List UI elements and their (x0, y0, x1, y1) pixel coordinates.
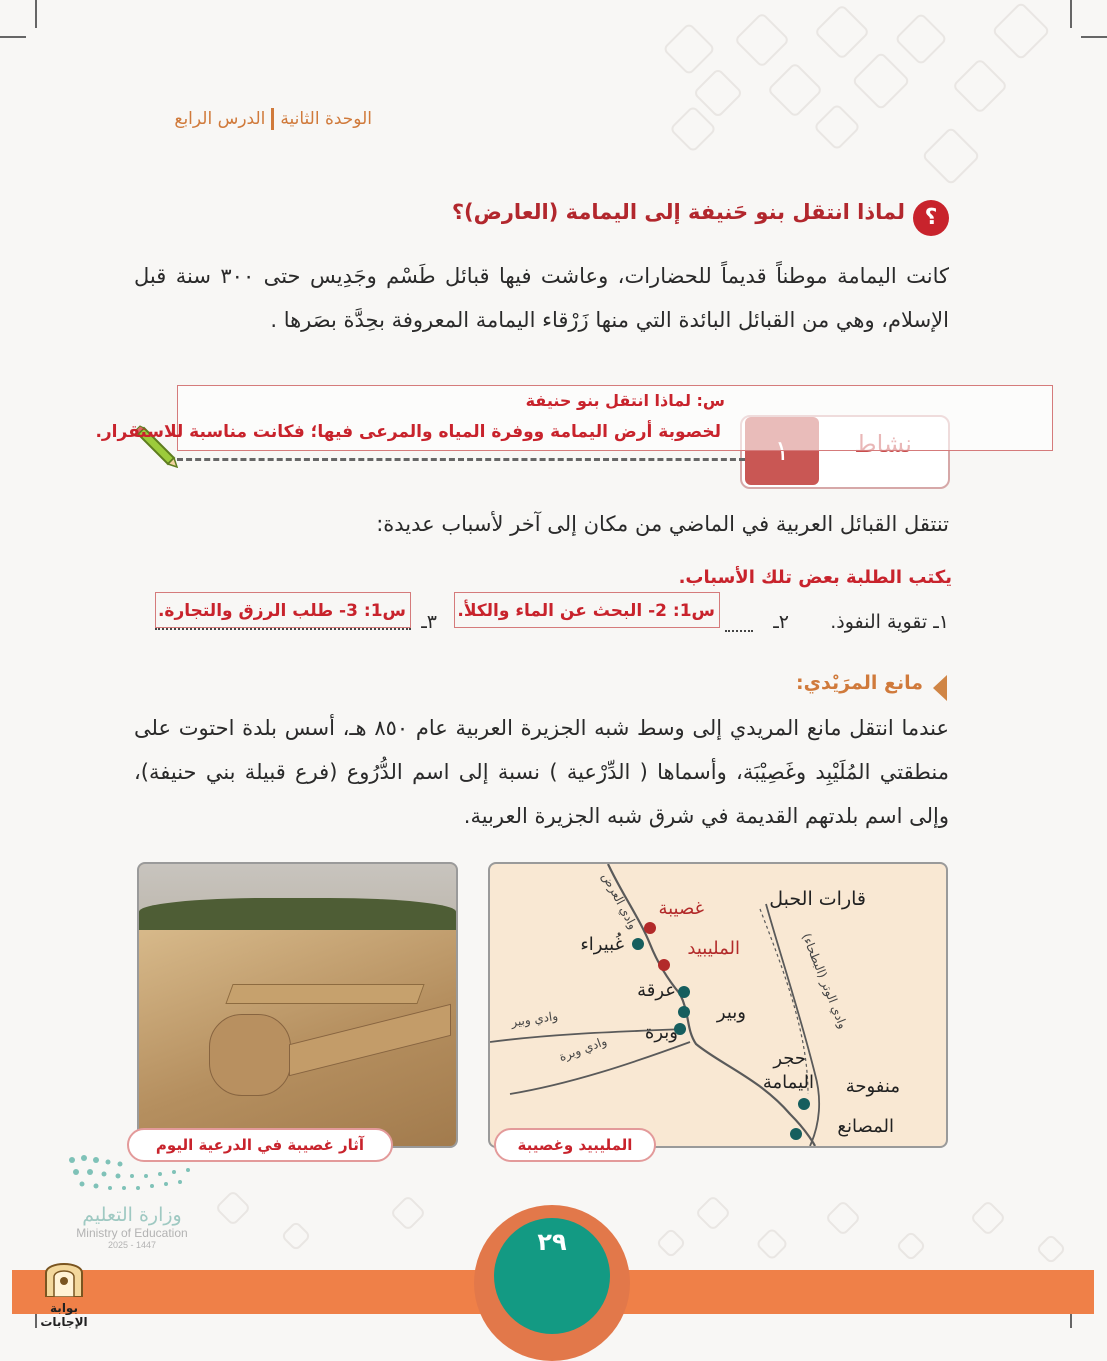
map-label-yamama: اليمامة (762, 1072, 814, 1093)
section-arrow-icon (933, 675, 947, 701)
map-label-qarat: قارات الحبل (769, 888, 866, 910)
ruins-photo (137, 862, 458, 1148)
reason-3-prefix: ٣ـ (421, 611, 437, 633)
map-marker-arqa (678, 986, 690, 998)
ministry-dots-icon (62, 1150, 202, 1200)
ministry-logo (62, 1150, 202, 1250)
photo-caption: آثار غصيبة في الدرعية اليوم (127, 1128, 393, 1162)
reason-2-prefix: ٢ـ (773, 611, 789, 633)
crop-mark (0, 36, 26, 38)
crop-mark (1070, 0, 1072, 28)
answer-question: س: لماذا انتقل بنو حنيفة (525, 391, 725, 410)
map-label-hajr: حجر (773, 1048, 806, 1069)
map-label-arqa: عرقة (637, 980, 676, 1001)
header-separator (271, 108, 274, 130)
reason-3-answer-box: س1: 3- طلب الرزق والتجارة. (155, 592, 411, 628)
question-heading: لماذا انتقل بنو حَنيفة إلى اليمامة (العارض)؟ (451, 200, 905, 224)
reason-1: ١ـ تقوية النفوذ. (830, 611, 949, 633)
section-title: مانع المرَيْدي: (796, 672, 923, 694)
map-caption: المليبيد وغصيبة (494, 1128, 656, 1162)
map-label-wadi-wabir: وادي وبير (510, 1008, 559, 1030)
activity-answer-line (177, 458, 745, 461)
portal-name: بوابة الإجابات (40, 1301, 88, 1329)
map-marker-wabir (678, 1006, 690, 1018)
map-label-wadi-ared: وادي العرض (599, 870, 641, 932)
map-label-wadi-batha: وادي الوتر (البطحاء) (799, 931, 851, 1031)
question-mark-icon: ؟ (913, 200, 949, 236)
map-marker-yamama (798, 1098, 810, 1110)
paragraph-yamama: كانت اليمامة موطناً قديماً للحضارات، وعاشت فيها قبائل طَسْم وجَدِيس حتى ٣٠٠ سنة قبل الإسلام، وهي من القبائل البائدة التي منها زَرْقاء اليمامة المعروفة بحِدَّة بصَرها . (134, 264, 949, 332)
instruction-text: يكتب الطلبة بعض تلك الأسباب. (678, 567, 952, 588)
map-label-masani: المصانع (837, 1116, 894, 1137)
page-number: ٢٩ (537, 1228, 567, 1256)
portal-logo[interactable] (28, 1255, 100, 1329)
paragraph-mani: عندما انتقل مانع المريدي إلى وسط شبه الجزيرة العربية عام ٨٥٠ هـ، أسس بلدة احتوت على منطقتي المُلَيْبِد وغَصِيْبَة، وأسماها ( الدِّرْعية ) نسبة إلى اسم الدُّرُوع (فرع قبيلة بني حنيفة)، وإلى اسم بلدتهم القديمة في شرق شبه الجزيرة العربية. (134, 716, 949, 828)
map-marker-mulaibid (658, 959, 670, 971)
unit-lesson-header (174, 108, 372, 130)
reason-3-line (155, 628, 411, 630)
map-marker-masani (790, 1128, 802, 1140)
map-label-wadi-wabra: وادي وبرة (557, 1033, 609, 1065)
ministry-years: 2025 - 1447 (107, 1240, 157, 1250)
answer-text: لخصوبة أرض اليمامة ووفرة المياه والمرعى فيها؛ فكانت مناسبة للاستقرار. (95, 422, 721, 442)
map-label-wabra: وبرة (644, 1022, 678, 1043)
reason-2-answer-box: س1: 2- البحث عن الماء والكلأ. (454, 592, 720, 628)
map-label-mulaibid: المليبيد (687, 938, 740, 959)
map-label-ghubaira: غُبيراء (580, 934, 624, 955)
map-label-wabir: وبير (716, 1002, 746, 1023)
reason-2-line (725, 630, 753, 632)
map-marker-ghubaira (632, 938, 644, 950)
map-label-ghusaiba: غصيبة (658, 898, 704, 919)
map-label-manfuha: منفوحة (845, 1076, 900, 1097)
ministry-name-ar: وزارة التعليم (82, 1204, 182, 1226)
portal-arch-icon (42, 1255, 86, 1297)
ministry-name-en: Ministry of Education (76, 1226, 188, 1240)
crop-mark (35, 0, 37, 28)
map-marker-ghusaiba (644, 922, 656, 934)
unit-title: الوحدة الثانية (280, 109, 372, 129)
crop-mark (1081, 36, 1107, 38)
intro-text: تنتقل القبائل العربية في الماضي من مكان إلى آخر لأسباب عديدة: (376, 512, 949, 536)
map-panel (488, 862, 948, 1148)
lesson-title: الدرس الرابع (174, 109, 266, 129)
